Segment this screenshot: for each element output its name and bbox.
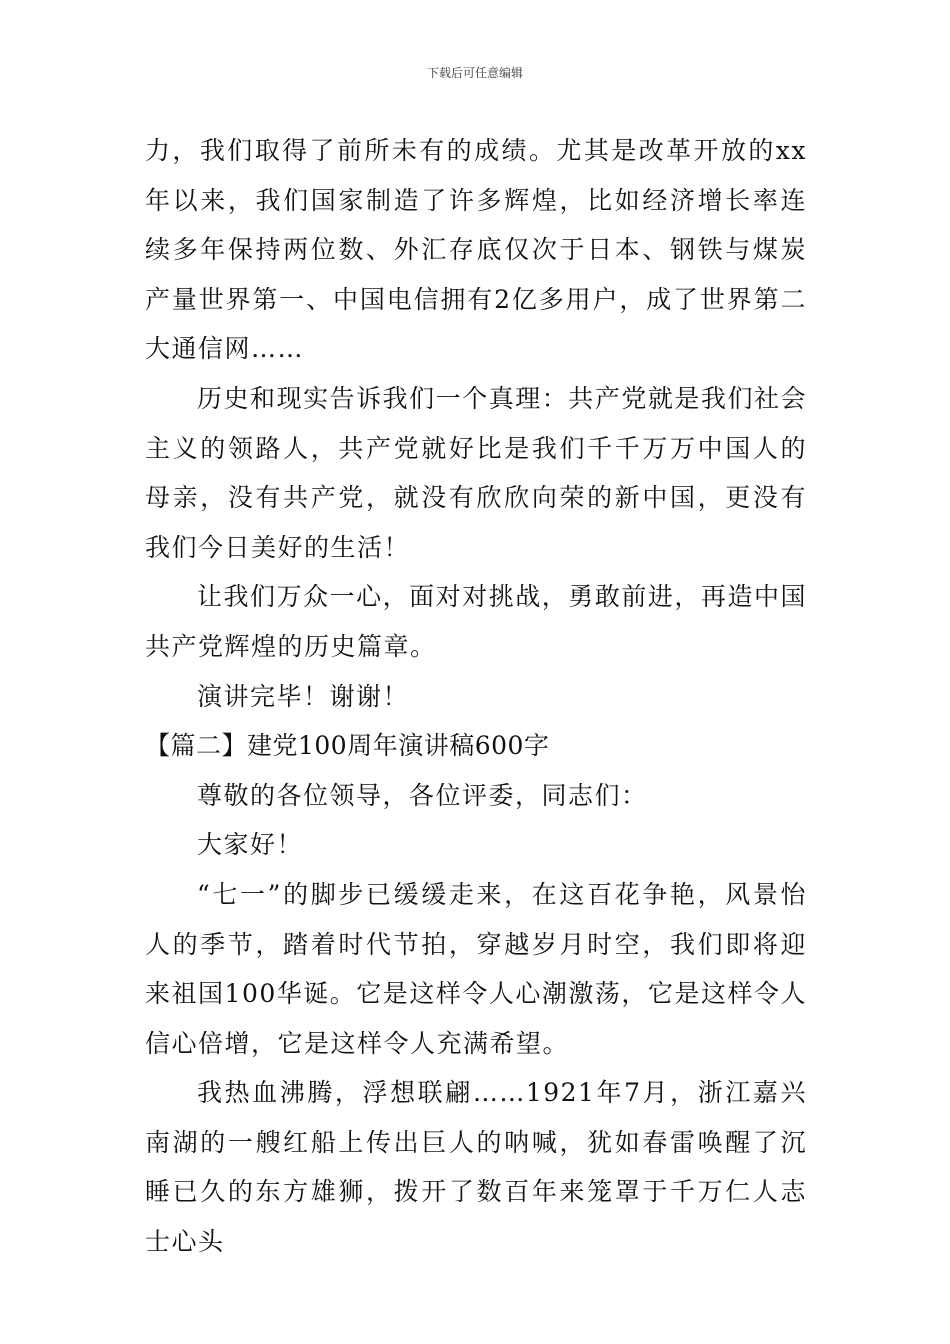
paragraph-closing: 演讲完毕！谢谢！ <box>197 681 410 711</box>
section-heading: 【篇二】建党100周年演讲稿600字 <box>145 731 550 761</box>
paragraph-greeting: 大家好！ <box>197 830 304 860</box>
paragraph-salutation: 尊敬的各位领导，各位评委，同志们： <box>197 780 648 810</box>
page-header-note: 下载后可任意编辑 <box>426 66 523 80</box>
paragraph-history: 我热血沸腾，浮想联翩……1921年7月，浙江嘉兴南湖的一艘红船上传出巨人的呐喊，犹如春雷唤醒了沉睡已久的东方雄狮，拨开了数百年来笼罩于千万仁人志士心头 <box>145 1078 807 1257</box>
document-body <box>145 126 807 1267</box>
paragraph-achievements: 力，我们取得了前所未有的成绩。尤其是改革开放的xx年以来，我们国家制造了许多辉煌，比如经济增长率连续多年保持两位数、外汇存底仅次于日本、钢铁与煤炭产量世界第一、中国电信拥有2亿多用户，成了世界第二大通信网…… <box>145 136 807 364</box>
paragraph-july-first: “七一”的脚步已缓缓走来，在这百花争艳，风景怡人的季节，踏着时代节拍，穿越岁月时空，我们即将迎来祖国100华诞。它是这样令人心潮激荡，它是这样令人信心倍增，它是这样令人充满希望。 <box>145 879 807 1058</box>
paragraph-unite: 让我们万众一心，面对对挑战，勇敢前进，再造中国共产党辉煌的历史篇章。 <box>145 582 807 661</box>
paragraph-truth: 历史和现实告诉我们一个真理：共产党就是我们社会主义的领路人，共产党就好比是我们千千万万中国人的母亲，没有共产党，就没有欣欣向荣的新中国，更没有我们今日美好的生活！ <box>145 383 807 562</box>
